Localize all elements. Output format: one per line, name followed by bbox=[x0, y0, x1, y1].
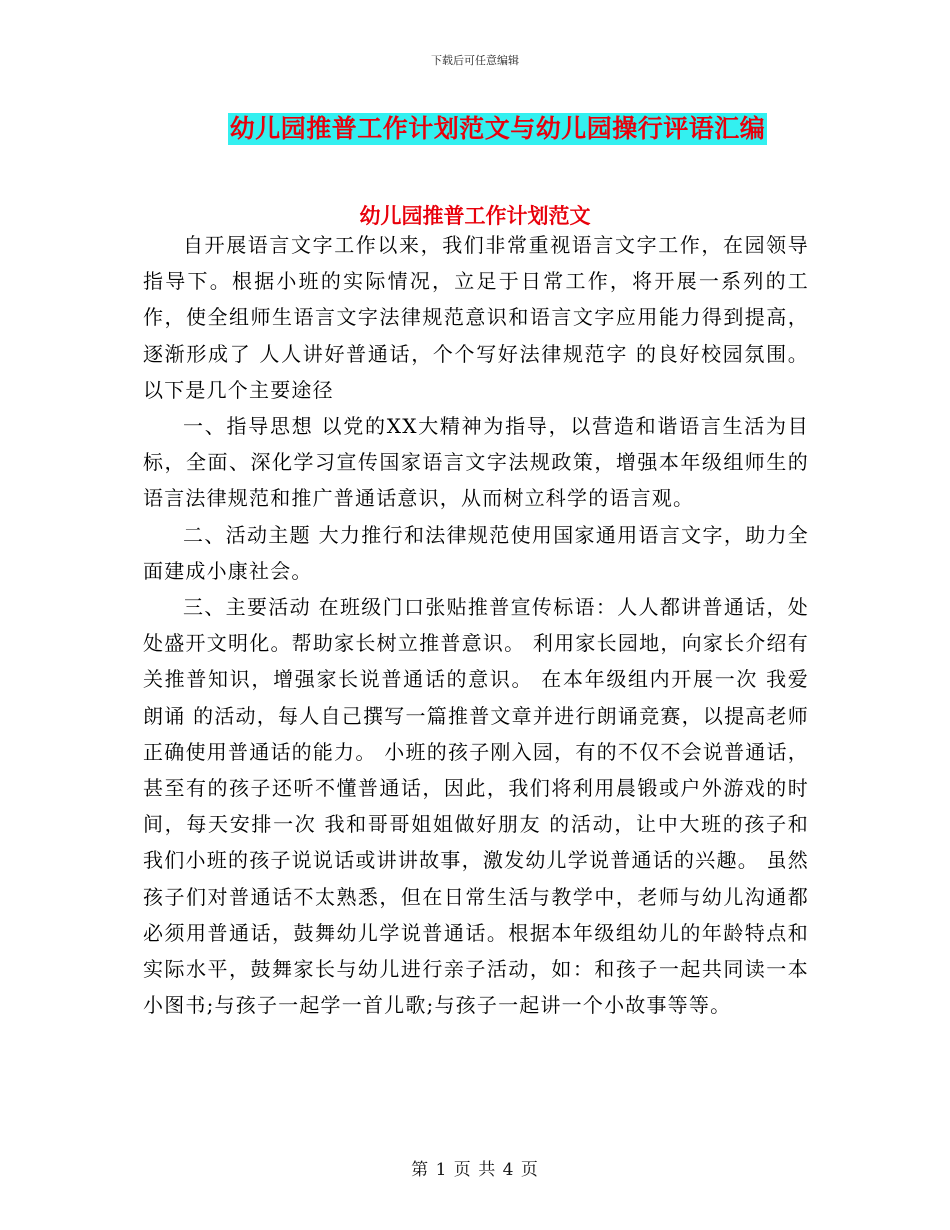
document-body bbox=[143, 227, 809, 1023]
section-title: 幼儿园推普工作计划范文 bbox=[359, 203, 591, 228]
paragraph-main-activities: 三、主要活动 在班级门口张贴推普宣传标语：人人都讲普通话，处处盛开文明化。帮助家长树立推普意识。 利用家长园地，向家长介绍有关推普知识，增强家长说普通话的意识。 在本年级组内开展一次 我爱朗诵 的活动，每人自己撰写一篇推普文章并进行朗诵竞赛，以提高老师正确使用普通话的能力。 小班的孩子刚入园，有的不仅不会说普通话，甚至有的孩子还听不懂普通话，因此，我们将利用晨锻或户外游戏的时间，每天安排一次 我和哥哥姐姐做好朋友 的活动，让中大班的孩子和我们小班的孩子说说话或讲讲故事，激发幼儿学说普通话的兴趣。 虽然孩子们对普通话不太熟悉，但在日常生活与教学中，老师与幼儿沟通都必须用普通话，鼓舞幼儿学说普通话。根据本年级组幼儿的年龄特点和实际水平，鼓舞家长与幼儿进行亲子活动，如：和孩子一起共同读一本小图书;与孩子一起学一首儿歌;与孩子一起讲一个小故事等等。 bbox=[143, 595, 809, 1018]
paragraph-activity-theme: 二、活动主题 大力推行和法律规范使用国家通用语言文字，助力全面建成小康社会。 bbox=[143, 522, 809, 583]
header-note: 下载后可任意编辑 bbox=[431, 54, 519, 67]
page-number: 第 1 页 共 4 页 bbox=[411, 1160, 539, 1180]
document-title-container bbox=[0, 113, 950, 145]
paragraph-guiding-thought: 一、指导思想 以党的XX大精神为指导，以营造和谐语言生活为目标，全面、深化学习宣传国家语言文字法规政策，增强本年级组师生的语言法律规范和推广普通话意识，从而树立科学的语言观。 bbox=[143, 414, 809, 511]
document-title: 幼儿园推普工作计划范文与幼儿园操行评语汇编 bbox=[229, 114, 766, 143]
paragraph-intro: 自开展语言文字工作以来，我们非常重视语言文字工作，在园领导指导下。根据小班的实际情况，立足于日常工作，将开展一系列的工作，使全组师生语言文字法律规范意识和语言文字应用能力得到提高，逐渐形成了 人人讲好普通话，个个写好法律规范字 的良好校园氛围。以下是几个主要途径 bbox=[143, 233, 809, 402]
